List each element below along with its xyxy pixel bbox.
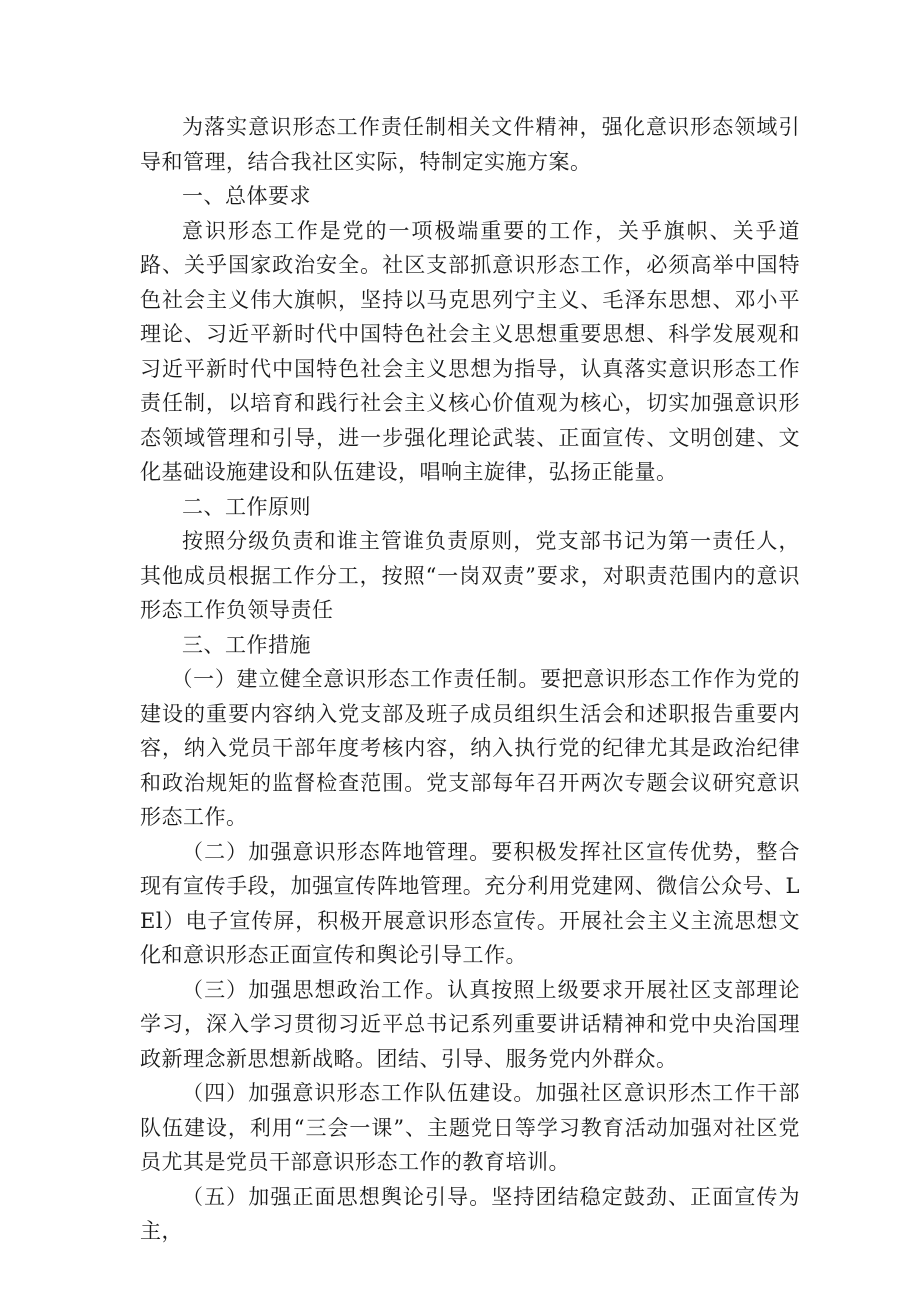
section-heading-work-principles: 二、工作原则	[182, 494, 311, 519]
measure-paragraph-2: （二）加强意识形态阵地管理。要积极发挥社区宣传优势，整合现有宣传手段，加强宣传阵地管理。充分利用党建网、微信公众号、LEl）电子宣传屏，积极开展意识形态宣传。开展社会主义主流思想文化和意识形态正面宣传和舆论引导工作。	[140, 839, 800, 967]
measure-paragraph-1: （一）建立健全意识形态工作责任制。要把意识形态工作作为党的建设的重要内容纳入党支部及班子成员组织生活会和述职报告重要内容，纳入党员干部年度考核内容，纳入执行党的纪律尤其是政治纪律和政治规矩的监督检查范围。党支部每年召开两次专题会议研究意识形态工作。	[140, 667, 800, 829]
section-heading-general-requirements: 一、总体要求	[182, 184, 311, 208]
measure-paragraph-5: （五）加强正面思想舆论引导。坚持团结稳定鼓劲、正面宣传为主，	[140, 1184, 800, 1243]
work-principles-paragraph: 按照分级负责和谁主管谁负责原则，党支部书记为第一责任人，其他成员根据工作分工，按照“一岗双责”要求，对职责范围内的意识形态工作负领导责任	[140, 529, 800, 622]
measure-paragraph-4: （四）加强意识形态工作队伍建设。加强社区意识形杰工作干部队伍建设，利用“三会一课”、主题党日等学习教育活动加强对社区党员尤其是党员干部意识形态工作的教育培训。	[140, 1081, 800, 1174]
general-requirements-paragraph: 意识形态工作是党的一项极端重要的工作，关乎旗帜、关乎道路、关乎国家政治安全。社区支部抓意识形态工作，必须高举中国特色社会主义伟大旗帜，坚持以马克思列宁主义、毛泽东思想、邓小平理论、习近平新时代中国特色社会主义思想重要思想、科学发展观和习近平新时代中国特色社会主义思想为指导，认真落实意识形态工作责任制，以培育和践行社会主义核心价值观为核心，切实加强意识形态领域管理和引导，进一步强化理论武装、正面宣传、文明创建、文化基础设施建设和队伍建设，唱响主旋律，弘扬正能量。	[140, 218, 800, 484]
section-heading-work-measures: 三、工作措施	[182, 632, 311, 657]
intro-paragraph: 为落实意识形态工作责任制相关文件精神，强化意识形态领域引导和管理，结合我社区实际，特制定实施方案。	[140, 115, 800, 174]
measure-paragraph-3: （三）加强思想政治工作。认真按照上级要求开展社区支部理论学习，深入学习贯彻习近平总书记系列重要讲话精神和党中央治国理政新理念新思想新战略。团结、引导、服务党内外群众。	[140, 977, 800, 1071]
document-body	[140, 110, 800, 1249]
